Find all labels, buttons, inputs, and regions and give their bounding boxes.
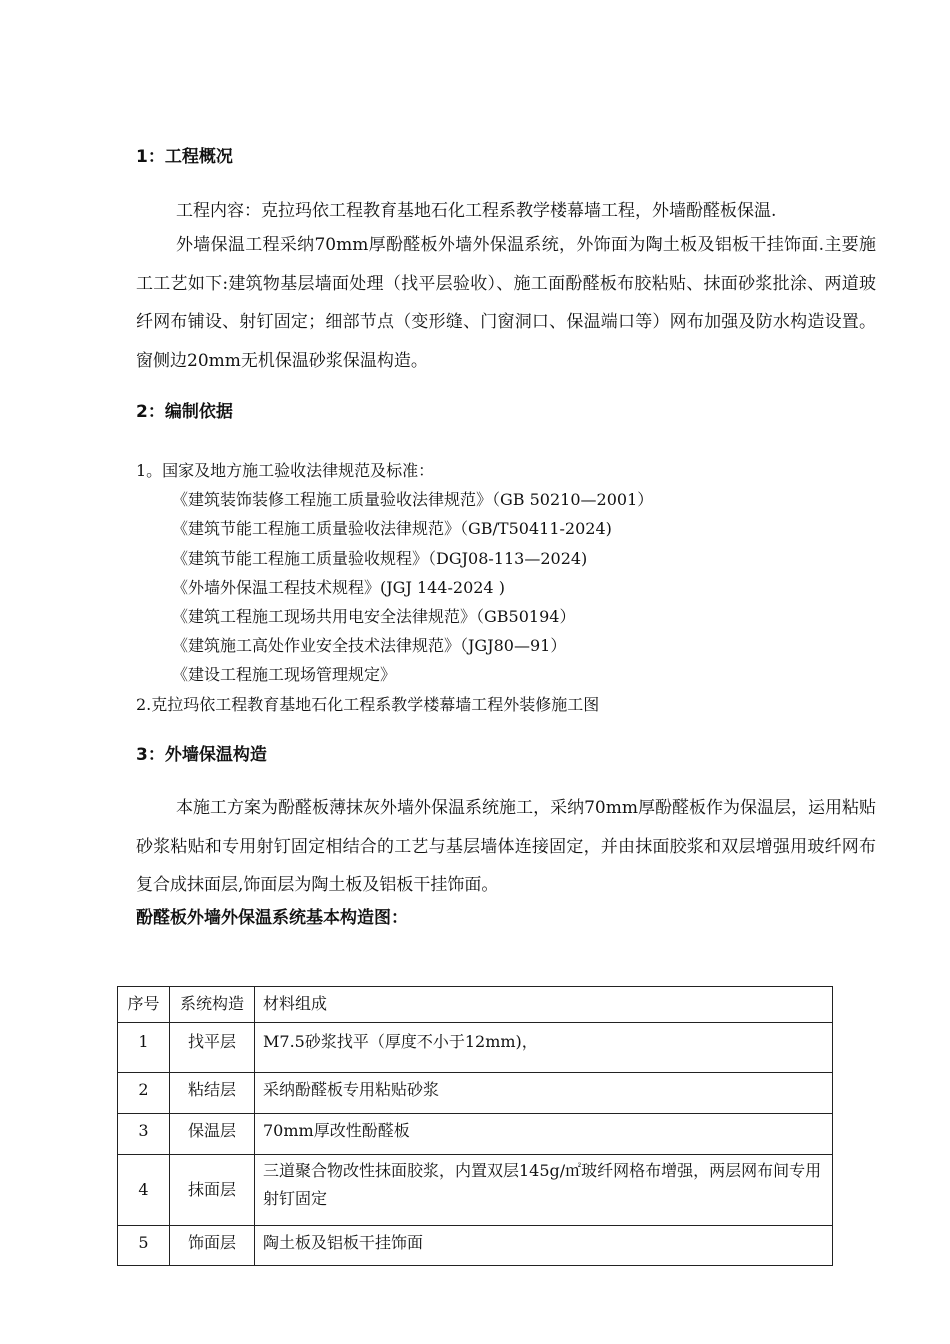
row-system: 抹面层 bbox=[170, 1155, 255, 1226]
standard-item: 《建筑施工高处作业安全技术法律规范》（JGJ80—91） bbox=[172, 636, 567, 656]
header-no: 序号 bbox=[127, 994, 160, 1013]
standard-item: 《建设工程施工现场管理规定》 bbox=[172, 665, 397, 685]
system-layers-table bbox=[117, 986, 833, 1266]
row-material: 70mm厚改性酚醛板 bbox=[255, 1114, 833, 1155]
row-number: 4 bbox=[118, 1155, 170, 1226]
row-material: 陶土板及铝板干挂饰面 bbox=[255, 1226, 833, 1266]
section-2-heading: 2：编制依据 bbox=[136, 402, 233, 422]
section-1-paragraph-1: 工程内容：克拉玛依工程教育基地石化工程系教学楼幕墙工程，外墙酚醛板保温. bbox=[176, 201, 777, 221]
standard-item: 《建筑节能工程施工质量验收法律规范》（GB/T50411-2024) bbox=[172, 519, 612, 539]
table-row bbox=[118, 1114, 833, 1155]
table-row bbox=[118, 1023, 833, 1073]
row-number: 3 bbox=[118, 1114, 170, 1155]
standard-item: 《外墙外保温工程技术规程》(JGJ 144-2024 ) bbox=[172, 577, 505, 597]
row-system: 粘结层 bbox=[170, 1073, 255, 1114]
standard-item: 《建筑装饰装修工程施工质量验收法律规范》（GB 50210—2001） bbox=[172, 490, 654, 510]
table-row bbox=[118, 1073, 833, 1114]
row-material: 三道聚合物改性抹面胶浆，内置双层145g/㎡玻纤网格布增强，两层网布间专用射钉固定 bbox=[255, 1155, 833, 1226]
header-material: 材料组成 bbox=[263, 994, 328, 1013]
table-header-cell bbox=[255, 987, 833, 1023]
table-header-cell bbox=[170, 987, 255, 1023]
row-system: 保温层 bbox=[170, 1114, 255, 1155]
section-3-paragraph: 本施工方案为酚醛板薄抹灰外墙外保温系统施工，采纳70mm厚酚醛板作为保温层，运用粘贴砂浆粘贴和专用射钉固定相结合的工艺与基层墙体连接固定，并由抹面胶浆和双层增强用玻纤网布复合成抹面层,饰面层为陶土板及铝板干挂饰面。 bbox=[136, 798, 876, 895]
section-1-heading: 1：工程概况 bbox=[136, 147, 233, 167]
row-number: 2 bbox=[118, 1073, 170, 1114]
section-1-paragraph-2: 外墙保温工程采纳70mm厚酚醛板外墙外保温系统，外饰面为陶土板及铝板干挂饰面.主要施工工艺如下:建筑物基层墙面处理（找平层验收）、施工面酚醛板布胶粘贴、抹面砂浆批涂、两道玻纤网布铺设、射钉固定；细部节点（变形缝、门窗洞口、保温端口等）网布加强及防水构造设置。窗侧边20mm无机保温砂浆保温构造。 bbox=[136, 235, 876, 371]
row-system: 找平层 bbox=[170, 1023, 255, 1073]
row-number: 1 bbox=[118, 1023, 170, 1073]
section-3-heading: 3：外墙保温构造 bbox=[136, 745, 267, 765]
header-system: 系统构造 bbox=[179, 994, 244, 1013]
basis-item-1: 1。国家及地方施工验收法律规范及标准： bbox=[136, 461, 435, 480]
standard-item: 《建筑工程施工现场共用电安全法律规范》（GB50194） bbox=[172, 607, 576, 627]
basis-item-2: 2.克拉玛依工程教育基地石化工程系教学楼幕墙工程外装修施工图 bbox=[136, 694, 600, 714]
diagram-subheading: 酚醛板外墙外保温系统基本构造图： bbox=[136, 908, 408, 928]
basis-list bbox=[136, 456, 653, 719]
row-material: M7.5砂浆找平（厚度不小于12mm)， bbox=[255, 1023, 833, 1073]
table-row bbox=[118, 1155, 833, 1226]
table-row bbox=[118, 1226, 833, 1266]
row-number: 5 bbox=[118, 1226, 170, 1266]
row-material: 采纳酚醛板专用粘贴砂浆 bbox=[255, 1073, 833, 1114]
standard-item: 《建筑节能工程施工质量验收规程》（DGJ08-113—2024) bbox=[172, 548, 588, 568]
table-header-row bbox=[118, 987, 833, 1023]
table-header-cell bbox=[118, 987, 170, 1023]
row-system: 饰面层 bbox=[170, 1226, 255, 1266]
